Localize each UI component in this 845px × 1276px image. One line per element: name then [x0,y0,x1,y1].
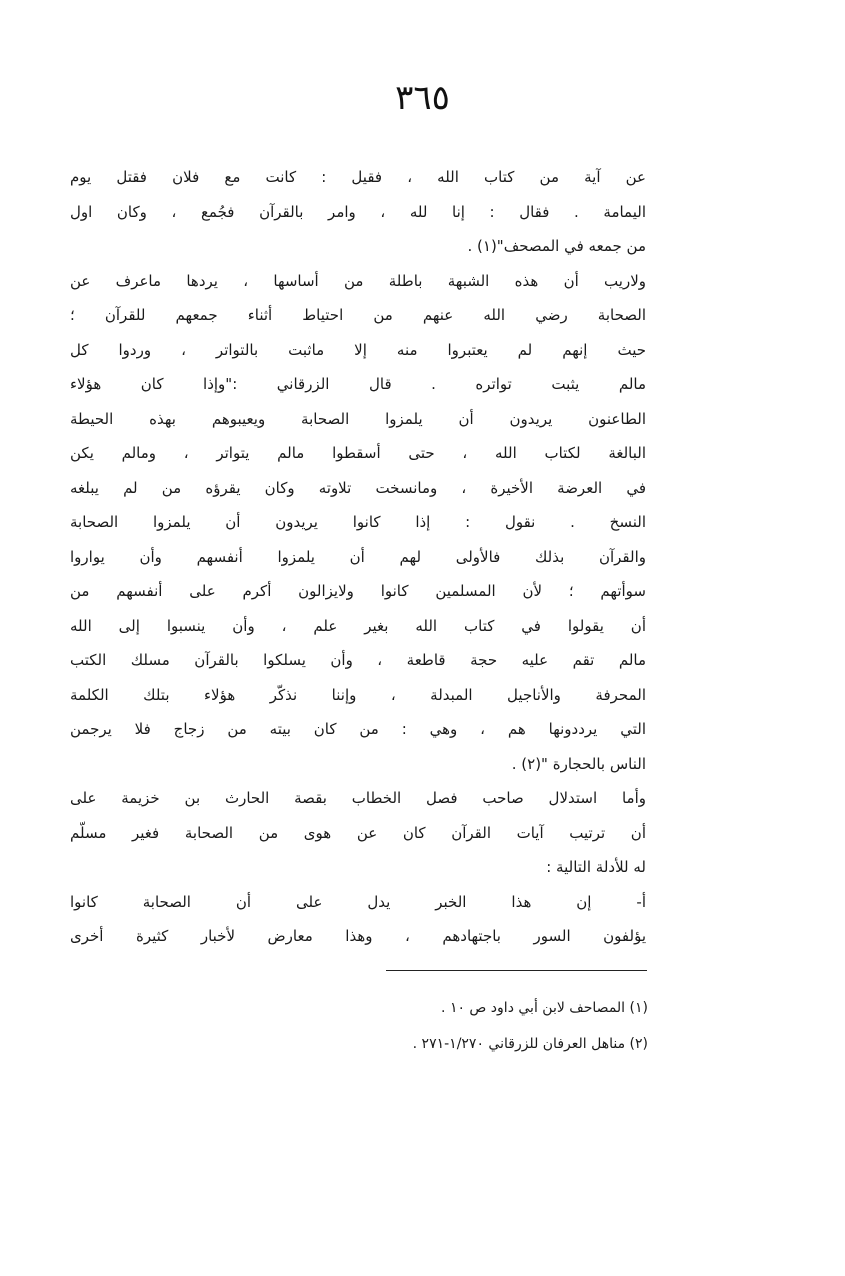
text-line: البالغة لكتاب الله ، حتى أسقطوا مالم يتواتر ، ومالم يكن [70,444,646,462]
body-text [70,160,646,954]
page-number: ٣٦٥ [395,78,450,118]
text-line: أن ترتيب آيات القرآن كان عن هوى من الصحابة فغير مسلّم [70,823,646,842]
text-line: له للأدلة التالية : [546,858,646,876]
text-line: النسخ . نقول : إذا كانوا يريدون أن يلمزوا الصحابة [70,513,646,531]
text-line: مالم تقم عليه حجة قاطعة ، وأن يسلكوا بالقرآن مسلك الكتب [70,651,646,669]
text-line: مالم يثبت تواتره . قال الزرقاني :"وإذا كان هؤلاء [70,375,646,393]
footnote-divider [386,970,647,971]
footnote: (١) المصاحف لابن أبي داود ص ١٠ . [441,1000,648,1016]
text-line: وأما استدلال صاحب فصل الخطاب بقصة الحارث بن خزيمة على [70,789,646,807]
footnote: (٢) مناهل العرفان للزرقاني ١/٢٧٠-٢٧١ . [412,1036,648,1052]
text-line: يؤلفون السور باجتهادهم ، وهذا معارض لأخبار كثيرة أخرى [70,927,646,945]
text-line: الصحابة رضي الله عنهم من احتياط أثناء جمعهم للقرآن ؛ [70,306,646,324]
text-line: التي يرددونها هم ، وهي : من كان بيته من زجاج فلا يرجمن [70,720,646,738]
text-line: سوأتهم ؛ لأن المسلمين كانوا ولايزالون أكرم على أنفسهم من [70,582,646,600]
text-line: ولاريب أن هذه الشبهة باطلة من أساسها ، يردها ماعرف عن [70,271,646,290]
text-line: الطاعنون يريدون أن يلمزوا الصحابة ويعيبوهم بهذه الحيطة [70,409,646,428]
text-line: عن آية من كتاب الله ، فقيل : كانت مع فلان فقتل يوم [70,168,646,186]
text-line: من جمعه في المصحف"(١) . [467,237,646,255]
text-line: المحرفة والأناجيل المبدلة ، وإننا نذكّر هؤلاء بتلك الكلمة [70,685,646,704]
text-line: في العرضة الأخيرة ، ومانسخت تلاوته وكان يقرؤه من لم يبلغه [70,478,646,497]
text-line: حيث إنهم لم يعتبروا منه إلا ماثبت بالتواتر ، وردوا كل [70,340,646,359]
text-line: أن يقولوا في كتاب الله بغير علم ، وأن ينسبوا إلى الله [70,616,646,635]
footnotes [200,990,648,1062]
text-line: الناس بالحجارة "(٢) . [511,754,646,773]
text-line: اليمامة . فقال : إنا لله ، وامر بالقرآن فجُمع ، وكان اول [70,202,646,221]
text-line: أ- إن هذا الخبر يدل على أن الصحابة كانوا [70,892,646,911]
text-line: والقرآن بذلك فالأولى لهم أن يلمزوا أنفسهم وأن يواروا [70,547,646,566]
